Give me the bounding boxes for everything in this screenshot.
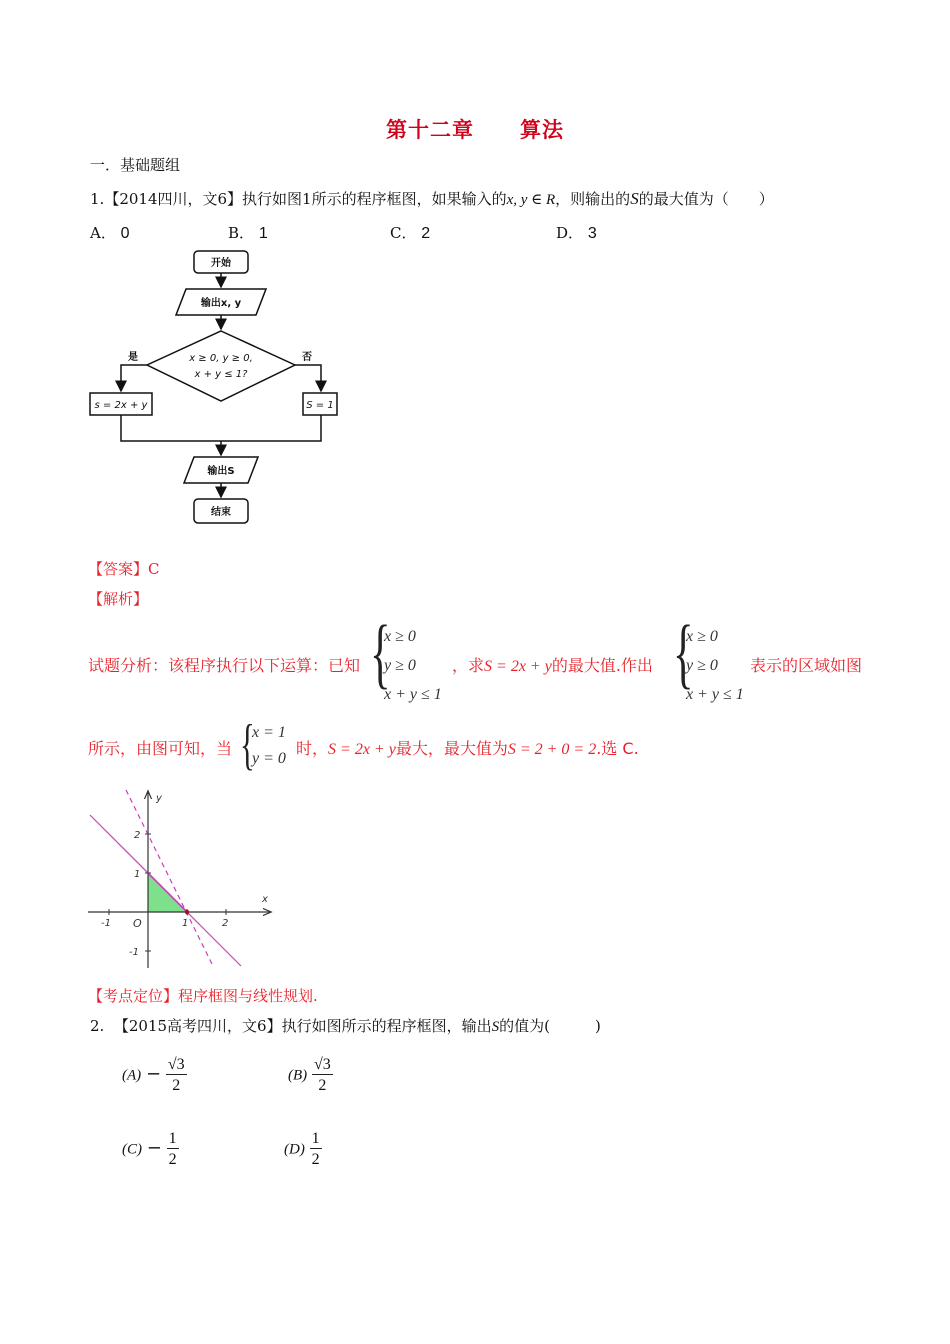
origin-label: O	[133, 917, 142, 930]
x-axis-label: x	[262, 894, 268, 905]
y-tick-neg1: -1	[129, 947, 139, 958]
analysis-line-2b: 时，S = 2x + y最大，最大值为S = 2 + 0 = 2.选 C.	[296, 739, 639, 758]
region-graph	[86, 786, 276, 971]
decision-diamond	[147, 331, 295, 401]
start-label: 开始	[211, 258, 231, 269]
brace-3: {	[240, 714, 255, 776]
x-tick-2: 2	[222, 918, 229, 929]
option-c: C． 2	[390, 224, 431, 242]
chapter-subtitle: 算法	[520, 118, 564, 142]
brace-2: {	[673, 609, 694, 696]
brace-1: {	[370, 609, 391, 696]
analysis-line-1a: 试题分析：该程序执行以下运算：已知	[88, 656, 361, 675]
yes-label: 是	[128, 352, 138, 363]
y-tick-2: 2	[134, 830, 141, 841]
q2-option-a: (A) − $\frac{√3}{2}$	[122, 1056, 185, 1094]
no-label: 否	[302, 352, 312, 363]
flowchart	[80, 245, 360, 535]
system-3: x = 1 y = 0	[252, 724, 286, 767]
chapter-title: 第十二章 算法	[386, 118, 564, 142]
y-tick-1: 1	[134, 869, 141, 880]
analysis-line-1e: 表示的区域如图	[750, 656, 863, 675]
x-tick-1: 1	[182, 918, 189, 929]
section-heading: 一．基础题组	[90, 156, 181, 174]
option-d: D． 3	[556, 224, 597, 242]
yes-box-label: s = 2x + y	[94, 400, 148, 411]
question-2-stem: 2. 【2015高考四川，文6】执行如图所示的程序框图，输出S的值为( )	[90, 1017, 601, 1035]
no-box-label: S = 1	[306, 400, 334, 411]
answer: 【答案】C	[88, 560, 160, 578]
input-label: 输出x, y	[200, 298, 242, 309]
q2-option-d: (D) $\frac{1}{2}$	[284, 1130, 320, 1168]
analysis-line-2a: 所示，由图可知，当	[88, 739, 233, 758]
end-label: 结束	[211, 507, 231, 518]
option-a: A． 0	[90, 224, 130, 242]
analysis-tag: 【解析】	[88, 590, 149, 608]
q2-option-b: (B) $\frac{√3}{2}$	[288, 1056, 331, 1094]
condition-line-2: x + y ≤ 1?	[194, 369, 248, 380]
q2-option-c: (C) − $\frac{1}{2}$	[122, 1130, 177, 1168]
question-1-stem: 1.【2014四川，文6】执行如图1所示的程序框图，如果输入的x, y ∈ R，则输出的S的最大值为（ ）	[90, 189, 774, 208]
y-axis-label: y	[156, 793, 162, 804]
system-2: x ≥ 0 y ≥ 0 x + y ≤ 1	[686, 628, 744, 703]
option-b: B． 1	[228, 224, 268, 242]
condition-line-1: x ≥ 0, y ≥ 0,	[189, 353, 253, 364]
system-1: x ≥ 0 y ≥ 0 x + y ≤ 1	[384, 628, 442, 703]
keypoint: 【考点定位】程序框图与线性规划.	[88, 987, 318, 1005]
output-label: 输出S	[207, 466, 235, 477]
x-tick-neg1: -1	[101, 918, 111, 929]
